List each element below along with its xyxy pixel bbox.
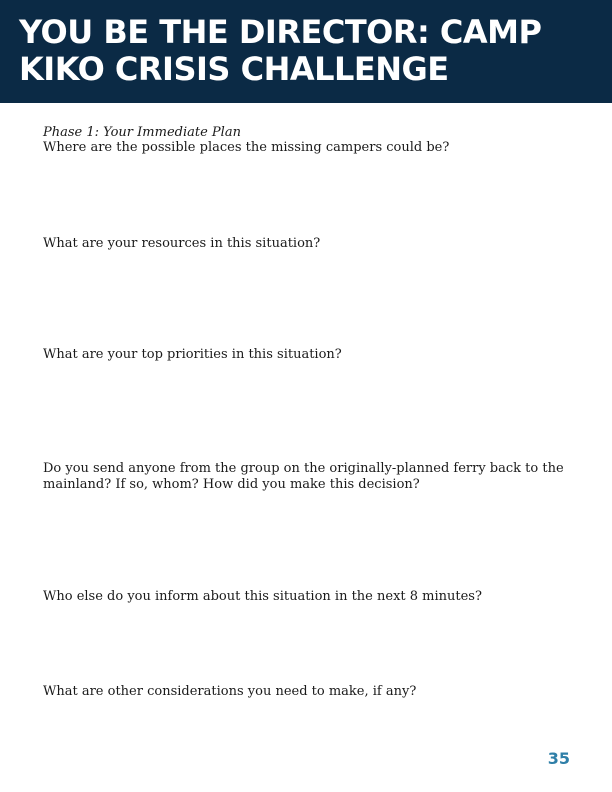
page-header-banner bbox=[0, 0, 612, 103]
question-3: What are your top priorities in this situation? bbox=[43, 347, 342, 362]
question-1: Where are the possible places the missing campers could be? bbox=[43, 140, 450, 155]
question-4: Do you send anyone from the group on the originally-planned ferry back to the mainland? If so, whom? How did you make this decision? bbox=[43, 461, 564, 492]
page-title bbox=[19, 14, 599, 88]
question-5: Who else do you inform about this situation in the next 8 minutes? bbox=[43, 589, 482, 604]
page-number: 35 bbox=[547, 749, 570, 768]
question-6: What are other considerations you need to make, if any? bbox=[43, 684, 417, 699]
title-line-1: YOU BE THE DIRECTOR: CAMP bbox=[19, 13, 542, 51]
title-line-2: KIKO CRISIS CHALLENGE bbox=[19, 50, 449, 88]
phase-label: Phase 1: Your Immediate Plan bbox=[43, 125, 241, 140]
question-2: What are your resources in this situation? bbox=[43, 236, 321, 251]
